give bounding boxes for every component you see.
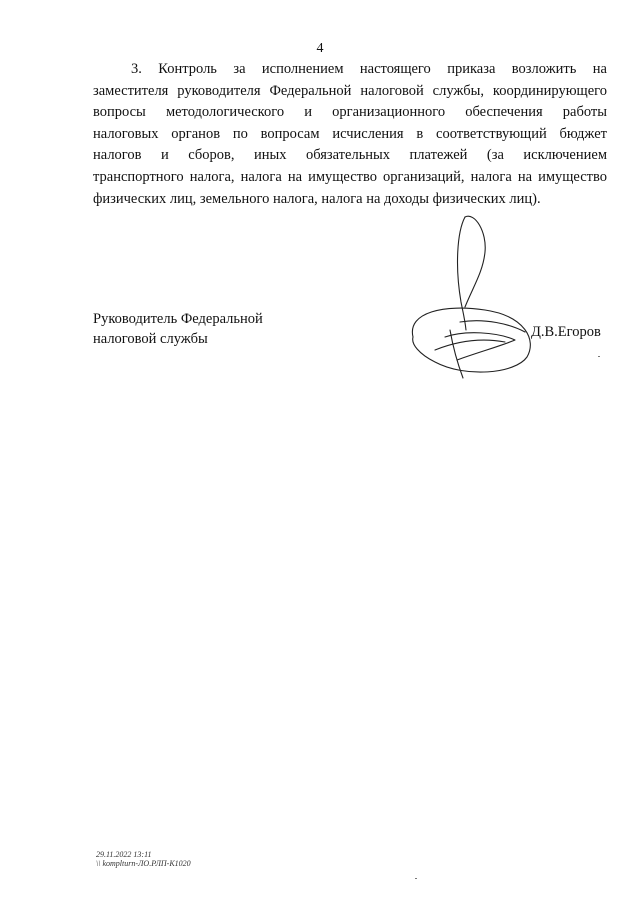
paragraph-line: заместителя руководителя Федеральной налоговой службы, координирующего [93, 82, 607, 99]
signer-title [93, 309, 263, 349]
paragraph-3 [93, 59, 607, 210]
paragraph-line: физических лиц, земельного налога, налога на доходы физических лиц). [93, 190, 541, 207]
paragraph-line: налоговых органов по вопросам исчисления в соответствующий бюджет [93, 125, 607, 142]
paragraph-line: транспортного налога, налога на имущество организаций, налога на имущество [93, 168, 607, 185]
paragraph-line: 3. Контроль за исполнением настоящего приказа возложить на [131, 61, 607, 77]
handwritten-signature [405, 212, 555, 382]
signer-title-line: налоговой службы [93, 331, 208, 347]
footer-stamp [96, 850, 191, 868]
paragraph-line: налогов и сборов, иных обязательных платежей (за исключением [93, 147, 607, 164]
footer-timestamp: 29.11.2022 13:11 [96, 850, 152, 859]
signer-title-line: Руководитель Федеральной [93, 311, 263, 327]
scan-speck [415, 878, 417, 879]
footer-path: \\ komplturn-ЛО.РЛП-К1020 [96, 859, 191, 868]
scan-speck [598, 356, 600, 357]
signer-name: Д.В.Егоров [531, 324, 601, 340]
page-number: 4 [316, 41, 324, 56]
paragraph-line: вопросы методологического и организационного обеспечения работы [93, 104, 607, 121]
